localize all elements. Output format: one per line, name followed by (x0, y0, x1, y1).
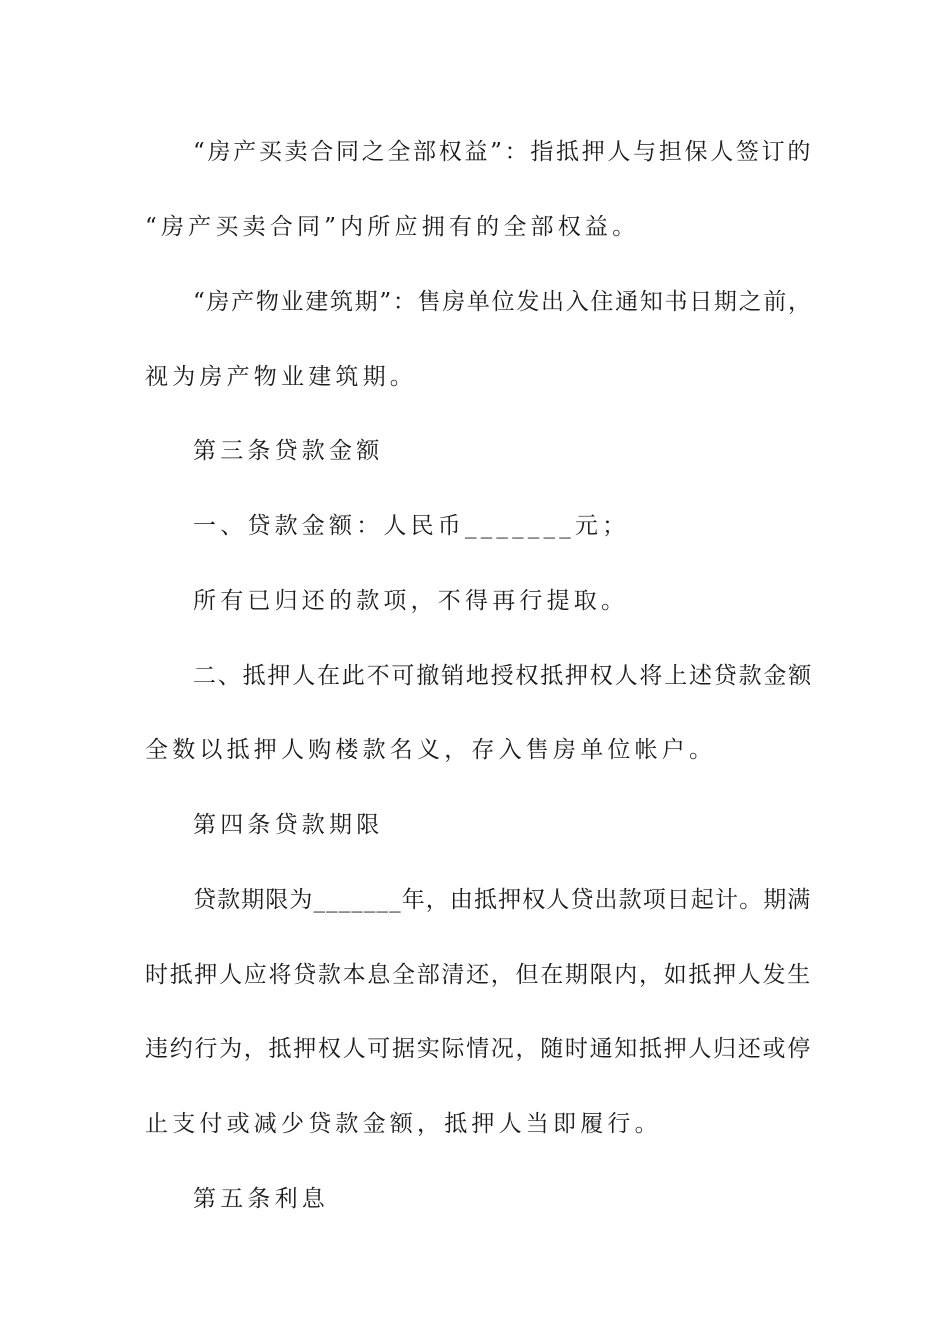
paragraph-line: 全数以抵押人购楼款名义，存入售房单位帐户。 (145, 737, 717, 763)
paragraph-line: “房产物业建筑期”：售房单位发出入住通知书日期之前， (193, 289, 813, 315)
section-heading: 第四条贷款期限 (193, 812, 384, 838)
paragraph-line: 违约行为，抵押权人可据实际情况，随时通知抵押人归还或停 (145, 1036, 812, 1062)
paragraph-line: 一、贷款金额：人民币_______元； (193, 513, 630, 539)
paragraph-line: 视为房产物业建筑期。 (145, 364, 417, 390)
section-heading: 第三条贷款金额 (193, 438, 384, 464)
paragraph-line: 时抵押人应将贷款本息全部清还，但在期限内，如抵押人发生 (145, 962, 812, 988)
section-heading: 第五条利息 (193, 1186, 329, 1212)
paragraph-line: 止支付或减少贷款金额，抵押人当即履行。 (145, 1111, 662, 1137)
paragraph-line: 贷款期限为_______年，由抵押权人贷出款项日起计。期满 (193, 887, 812, 913)
paragraph-line: “房产买卖合同之全部权益”：指抵押人与担保人签订的 (193, 139, 814, 165)
paragraph-line: 二、抵押人在此不可撤销地授权抵押权人将上述贷款金额 (193, 663, 813, 689)
paragraph-line: “房产买卖合同”内所应拥有的全部权益。 (145, 214, 640, 240)
paragraph-line: 所有已归还的款项，不得再行提取。 (193, 588, 629, 614)
